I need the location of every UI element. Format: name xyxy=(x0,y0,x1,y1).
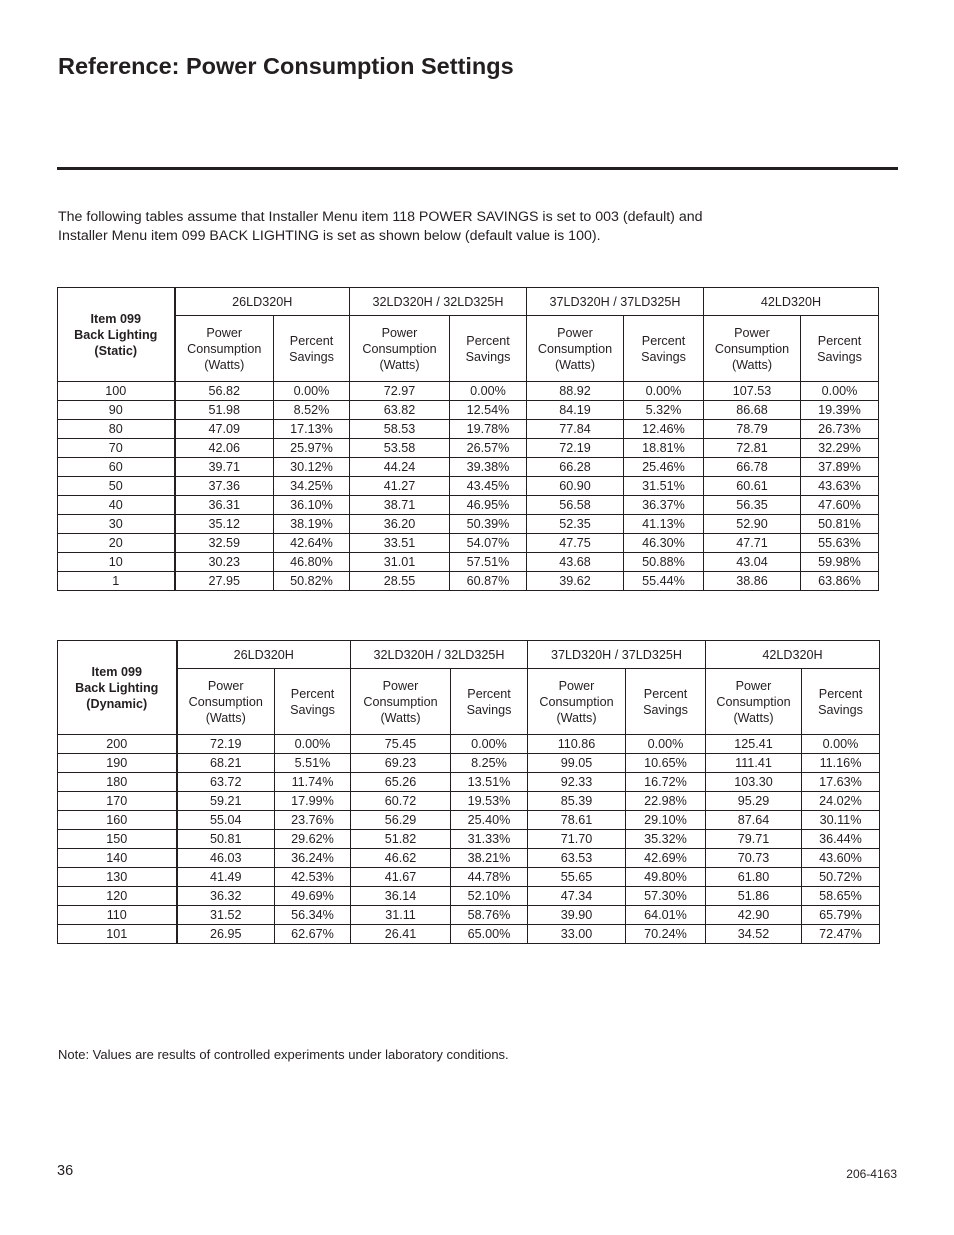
power-watts-cell: 66.78 xyxy=(704,458,801,477)
intro-paragraph xyxy=(58,208,858,246)
percent-savings-cell: 50.72% xyxy=(802,868,880,887)
power-watts-cell: 37.36 xyxy=(175,477,274,496)
power-watts-cell: 43.68 xyxy=(527,553,624,572)
power-consumption-header: Power Consumption (Watts) xyxy=(706,669,802,735)
power-watts-cell: 36.32 xyxy=(177,887,275,906)
power-watts-cell: 51.82 xyxy=(351,830,451,849)
percent-savings-cell: 56.34% xyxy=(275,906,351,925)
percent-savings-cell: 19.53% xyxy=(451,792,528,811)
power-watts-cell: 84.19 xyxy=(527,401,624,420)
power-watts-cell: 34.52 xyxy=(706,925,802,944)
page-title: Reference: Power Consumption Settings xyxy=(58,53,514,79)
percent-savings-cell: 54.07% xyxy=(450,534,527,553)
percent-savings-cell: 5.51% xyxy=(275,754,351,773)
percent-savings-cell: 22.98% xyxy=(626,792,706,811)
static-backlight-table xyxy=(57,287,879,591)
power-watts-cell: 42.06 xyxy=(175,439,274,458)
percent-savings-cell: 19.78% xyxy=(450,420,527,439)
power-watts-cell: 53.58 xyxy=(350,439,450,458)
table-row xyxy=(58,925,880,944)
table-row xyxy=(58,515,879,534)
backlight-level-cell: 101 xyxy=(58,925,177,944)
percent-savings-cell: 42.53% xyxy=(275,868,351,887)
item-header xyxy=(58,641,177,735)
percent-savings-cell: 38.19% xyxy=(274,515,350,534)
percent-savings-cell: 16.72% xyxy=(626,773,706,792)
percent-savings-cell: 43.45% xyxy=(450,477,527,496)
percent-savings-header: Percent Savings xyxy=(624,316,704,382)
table-row xyxy=(58,830,880,849)
table-row xyxy=(58,401,879,420)
percent-savings-cell: 65.79% xyxy=(802,906,880,925)
backlight-level-cell: 190 xyxy=(58,754,177,773)
percent-savings-cell: 37.89% xyxy=(801,458,879,477)
percent-savings-cell: 59.98% xyxy=(801,553,879,572)
percent-savings-cell: 31.51% xyxy=(624,477,704,496)
backlight-level-cell: 80 xyxy=(58,420,175,439)
percent-savings-cell: 8.25% xyxy=(451,754,528,773)
table-row xyxy=(58,496,879,515)
item-header xyxy=(58,288,175,382)
table-row xyxy=(58,906,880,925)
power-watts-cell: 36.14 xyxy=(351,887,451,906)
percent-savings-cell: 65.00% xyxy=(451,925,528,944)
power-watts-cell: 31.52 xyxy=(177,906,275,925)
power-watts-cell: 35.12 xyxy=(175,515,274,534)
backlight-level-cell: 200 xyxy=(58,735,177,754)
backlight-level-cell: 10 xyxy=(58,553,175,572)
power-watts-cell: 79.71 xyxy=(706,830,802,849)
power-watts-cell: 61.80 xyxy=(706,868,802,887)
power-watts-cell: 55.04 xyxy=(177,811,275,830)
percent-savings-cell: 17.63% xyxy=(802,773,880,792)
percent-savings-cell: 35.32% xyxy=(626,830,706,849)
power-watts-cell: 52.90 xyxy=(704,515,801,534)
percent-savings-header: Percent Savings xyxy=(801,316,879,382)
power-watts-cell: 47.09 xyxy=(175,420,274,439)
power-watts-cell: 52.35 xyxy=(527,515,624,534)
percent-savings-cell: 11.74% xyxy=(275,773,351,792)
item-label-line-2: Back Lighting xyxy=(75,680,159,695)
model-header: 37LD320H / 37LD325H xyxy=(527,288,704,316)
backlight-level-cell: 60 xyxy=(58,458,175,477)
percent-savings-cell: 0.00% xyxy=(624,382,704,401)
percent-savings-cell: 36.24% xyxy=(275,849,351,868)
percent-savings-cell: 0.00% xyxy=(451,735,528,754)
power-watts-cell: 88.92 xyxy=(527,382,624,401)
power-watts-cell: 56.58 xyxy=(527,496,624,515)
percent-savings-cell: 38.21% xyxy=(451,849,528,868)
power-watts-cell: 27.95 xyxy=(175,572,274,591)
percent-savings-cell: 25.97% xyxy=(274,439,350,458)
percent-savings-header: Percent Savings xyxy=(451,669,528,735)
power-watts-cell: 60.61 xyxy=(704,477,801,496)
percent-savings-cell: 50.82% xyxy=(274,572,350,591)
dynamic-table-body xyxy=(58,735,880,944)
percent-savings-header: Percent Savings xyxy=(274,316,350,382)
percent-savings-cell: 55.63% xyxy=(801,534,879,553)
power-watts-cell: 41.49 xyxy=(177,868,275,887)
power-watts-cell: 42.90 xyxy=(706,906,802,925)
power-watts-cell: 95.29 xyxy=(706,792,802,811)
power-watts-cell: 39.90 xyxy=(528,906,626,925)
percent-savings-cell: 32.29% xyxy=(801,439,879,458)
table-row xyxy=(58,477,879,496)
power-watts-cell: 72.81 xyxy=(704,439,801,458)
power-watts-cell: 60.90 xyxy=(527,477,624,496)
percent-savings-cell: 58.76% xyxy=(451,906,528,925)
power-watts-cell: 31.01 xyxy=(350,553,450,572)
backlight-level-cell: 100 xyxy=(58,382,175,401)
percent-savings-cell: 47.60% xyxy=(801,496,879,515)
power-watts-cell: 111.41 xyxy=(706,754,802,773)
power-watts-cell: 36.20 xyxy=(350,515,450,534)
model-header: 42LD320H xyxy=(704,288,879,316)
power-watts-cell: 44.24 xyxy=(350,458,450,477)
percent-savings-cell: 0.00% xyxy=(802,735,880,754)
percent-savings-header: Percent Savings xyxy=(626,669,706,735)
percent-savings-cell: 52.10% xyxy=(451,887,528,906)
percent-savings-cell: 70.24% xyxy=(626,925,706,944)
percent-savings-cell: 26.57% xyxy=(450,439,527,458)
power-watts-cell: 50.81 xyxy=(177,830,275,849)
table-row xyxy=(58,439,879,458)
power-watts-cell: 46.03 xyxy=(177,849,275,868)
backlight-level-cell: 30 xyxy=(58,515,175,534)
power-watts-cell: 39.62 xyxy=(527,572,624,591)
power-consumption-header: Power Consumption (Watts) xyxy=(528,669,626,735)
power-watts-cell: 99.05 xyxy=(528,754,626,773)
percent-savings-cell: 11.16% xyxy=(802,754,880,773)
table-row xyxy=(58,572,879,591)
power-watts-cell: 78.79 xyxy=(704,420,801,439)
power-watts-cell: 33.00 xyxy=(528,925,626,944)
percent-savings-header: Percent Savings xyxy=(275,669,351,735)
table-row xyxy=(58,458,879,477)
percent-savings-cell: 25.40% xyxy=(451,811,528,830)
backlight-level-cell: 150 xyxy=(58,830,177,849)
power-watts-cell: 47.71 xyxy=(704,534,801,553)
power-watts-cell: 32.59 xyxy=(175,534,274,553)
percent-savings-cell: 31.33% xyxy=(451,830,528,849)
percent-savings-cell: 24.02% xyxy=(802,792,880,811)
percent-savings-cell: 0.00% xyxy=(275,735,351,754)
backlight-level-cell: 90 xyxy=(58,401,175,420)
backlight-level-cell: 170 xyxy=(58,792,177,811)
power-watts-cell: 56.82 xyxy=(175,382,274,401)
table-row xyxy=(58,534,879,553)
power-watts-cell: 41.67 xyxy=(351,868,451,887)
power-watts-cell: 26.41 xyxy=(351,925,451,944)
percent-savings-cell: 63.86% xyxy=(801,572,879,591)
power-consumption-header: Power Consumption (Watts) xyxy=(350,316,450,382)
table-row xyxy=(58,754,880,773)
backlight-level-cell: 130 xyxy=(58,868,177,887)
percent-savings-cell: 55.44% xyxy=(624,572,704,591)
model-header: 42LD320H xyxy=(706,641,880,669)
power-watts-cell: 125.41 xyxy=(706,735,802,754)
percent-savings-cell: 5.32% xyxy=(624,401,704,420)
percent-savings-cell: 8.52% xyxy=(274,401,350,420)
percent-savings-cell: 25.46% xyxy=(624,458,704,477)
table-row xyxy=(58,553,879,572)
percent-savings-cell: 10.65% xyxy=(626,754,706,773)
backlight-level-cell: 40 xyxy=(58,496,175,515)
item-label-line-2: Back Lighting xyxy=(74,327,158,342)
power-watts-cell: 60.72 xyxy=(351,792,451,811)
power-watts-cell: 63.72 xyxy=(177,773,275,792)
power-watts-cell: 86.68 xyxy=(704,401,801,420)
percent-savings-cell: 29.10% xyxy=(626,811,706,830)
power-watts-cell: 72.19 xyxy=(527,439,624,458)
power-watts-cell: 71.70 xyxy=(528,830,626,849)
percent-savings-cell: 58.65% xyxy=(802,887,880,906)
power-watts-cell: 51.86 xyxy=(706,887,802,906)
power-watts-cell: 70.73 xyxy=(706,849,802,868)
percent-savings-cell: 17.99% xyxy=(275,792,351,811)
backlight-level-cell: 180 xyxy=(58,773,177,792)
percent-savings-cell: 46.80% xyxy=(274,553,350,572)
percent-savings-cell: 36.10% xyxy=(274,496,350,515)
power-watts-cell: 110.86 xyxy=(528,735,626,754)
title-divider xyxy=(57,167,898,170)
static-table-body xyxy=(58,382,879,591)
table-row xyxy=(58,773,880,792)
percent-savings-cell: 36.37% xyxy=(624,496,704,515)
percent-savings-cell: 23.76% xyxy=(275,811,351,830)
percent-savings-cell: 0.00% xyxy=(274,382,350,401)
item-label-line-1: Item 099 xyxy=(90,311,141,326)
percent-savings-cell: 17.13% xyxy=(274,420,350,439)
percent-savings-cell: 0.00% xyxy=(450,382,527,401)
percent-savings-cell: 49.69% xyxy=(275,887,351,906)
power-watts-cell: 68.21 xyxy=(177,754,275,773)
power-watts-cell: 56.35 xyxy=(704,496,801,515)
percent-savings-cell: 29.62% xyxy=(275,830,351,849)
power-watts-cell: 41.27 xyxy=(350,477,450,496)
power-consumption-header: Power Consumption (Watts) xyxy=(704,316,801,382)
percent-savings-cell: 46.95% xyxy=(450,496,527,515)
power-watts-cell: 47.75 xyxy=(527,534,624,553)
percent-savings-cell: 43.60% xyxy=(802,849,880,868)
dynamic-backlight-table xyxy=(57,640,880,944)
power-watts-cell: 103.30 xyxy=(706,773,802,792)
percent-savings-cell: 34.25% xyxy=(274,477,350,496)
percent-savings-cell: 19.39% xyxy=(801,401,879,420)
percent-savings-cell: 30.12% xyxy=(274,458,350,477)
power-watts-cell: 65.26 xyxy=(351,773,451,792)
percent-savings-header: Percent Savings xyxy=(450,316,527,382)
percent-savings-cell: 64.01% xyxy=(626,906,706,925)
table-row xyxy=(58,735,880,754)
percent-savings-cell: 62.67% xyxy=(275,925,351,944)
power-consumption-header: Power Consumption (Watts) xyxy=(177,669,275,735)
percent-savings-cell: 36.44% xyxy=(802,830,880,849)
document-number: 206-4163 xyxy=(846,1167,897,1181)
percent-savings-cell: 12.54% xyxy=(450,401,527,420)
footnote: Note: Values are results of controlled experiments under laboratory conditions. xyxy=(58,1047,509,1062)
percent-savings-cell: 18.81% xyxy=(624,439,704,458)
backlight-level-cell: 1 xyxy=(58,572,175,591)
model-header: 37LD320H / 37LD325H xyxy=(528,641,706,669)
power-watts-cell: 46.62 xyxy=(351,849,451,868)
power-watts-cell: 56.29 xyxy=(351,811,451,830)
table-row xyxy=(58,382,879,401)
intro-line-2: Installer Menu item 099 BACK LIGHTING is set as shown below (default value is 100). xyxy=(58,228,601,244)
power-watts-cell: 72.19 xyxy=(177,735,275,754)
power-watts-cell: 55.65 xyxy=(528,868,626,887)
power-watts-cell: 36.31 xyxy=(175,496,274,515)
percent-savings-cell: 57.51% xyxy=(450,553,527,572)
power-watts-cell: 66.28 xyxy=(527,458,624,477)
backlight-level-cell: 20 xyxy=(58,534,175,553)
percent-savings-cell: 50.39% xyxy=(450,515,527,534)
model-header: 26LD320H xyxy=(175,288,350,316)
power-watts-cell: 38.86 xyxy=(704,572,801,591)
power-watts-cell: 63.53 xyxy=(528,849,626,868)
table-row xyxy=(58,849,880,868)
percent-savings-cell: 0.00% xyxy=(801,382,879,401)
power-watts-cell: 107.53 xyxy=(704,382,801,401)
power-watts-cell: 92.33 xyxy=(528,773,626,792)
power-watts-cell: 31.11 xyxy=(351,906,451,925)
backlight-level-cell: 70 xyxy=(58,439,175,458)
percent-savings-cell: 42.69% xyxy=(626,849,706,868)
table-row xyxy=(58,420,879,439)
item-label-line-3: (Dynamic) xyxy=(86,696,148,711)
power-watts-cell: 39.71 xyxy=(175,458,274,477)
item-label-line-3: (Static) xyxy=(94,343,138,358)
power-watts-cell: 59.21 xyxy=(177,792,275,811)
backlight-level-cell: 50 xyxy=(58,477,175,496)
power-consumption-header: Power Consumption (Watts) xyxy=(175,316,274,382)
percent-savings-cell: 50.88% xyxy=(624,553,704,572)
percent-savings-cell: 49.80% xyxy=(626,868,706,887)
percent-savings-cell: 30.11% xyxy=(802,811,880,830)
percent-savings-cell: 72.47% xyxy=(802,925,880,944)
percent-savings-cell: 50.81% xyxy=(801,515,879,534)
percent-savings-cell: 26.73% xyxy=(801,420,879,439)
intro-line-1: The following tables assume that Installer Menu item 118 POWER SAVINGS is set to 003 (default) and xyxy=(58,209,703,225)
power-watts-cell: 33.51 xyxy=(350,534,450,553)
power-watts-cell: 87.64 xyxy=(706,811,802,830)
power-watts-cell: 43.04 xyxy=(704,553,801,572)
model-header: 32LD320H / 32LD325H xyxy=(351,641,528,669)
backlight-level-cell: 110 xyxy=(58,906,177,925)
power-watts-cell: 38.71 xyxy=(350,496,450,515)
power-watts-cell: 58.53 xyxy=(350,420,450,439)
percent-savings-cell: 60.87% xyxy=(450,572,527,591)
table-row xyxy=(58,792,880,811)
power-watts-cell: 78.61 xyxy=(528,811,626,830)
percent-savings-header: Percent Savings xyxy=(802,669,880,735)
model-header: 32LD320H / 32LD325H xyxy=(350,288,527,316)
power-watts-cell: 47.34 xyxy=(528,887,626,906)
power-watts-cell: 30.23 xyxy=(175,553,274,572)
percent-savings-cell: 0.00% xyxy=(626,735,706,754)
percent-savings-cell: 39.38% xyxy=(450,458,527,477)
power-watts-cell: 72.97 xyxy=(350,382,450,401)
power-consumption-header: Power Consumption (Watts) xyxy=(527,316,624,382)
power-watts-cell: 51.98 xyxy=(175,401,274,420)
power-watts-cell: 26.95 xyxy=(177,925,275,944)
power-consumption-header: Power Consumption (Watts) xyxy=(351,669,451,735)
percent-savings-cell: 41.13% xyxy=(624,515,704,534)
percent-savings-cell: 57.30% xyxy=(626,887,706,906)
power-watts-cell: 28.55 xyxy=(350,572,450,591)
power-watts-cell: 69.23 xyxy=(351,754,451,773)
backlight-level-cell: 120 xyxy=(58,887,177,906)
item-label-line-1: Item 099 xyxy=(91,664,142,679)
power-watts-cell: 77.84 xyxy=(527,420,624,439)
percent-savings-cell: 42.64% xyxy=(274,534,350,553)
model-header: 26LD320H xyxy=(177,641,351,669)
table-row xyxy=(58,868,880,887)
backlight-level-cell: 140 xyxy=(58,849,177,868)
percent-savings-cell: 44.78% xyxy=(451,868,528,887)
percent-savings-cell: 13.51% xyxy=(451,773,528,792)
power-watts-cell: 85.39 xyxy=(528,792,626,811)
percent-savings-cell: 46.30% xyxy=(624,534,704,553)
power-watts-cell: 63.82 xyxy=(350,401,450,420)
page-number: 36 xyxy=(57,1163,74,1179)
power-watts-cell: 75.45 xyxy=(351,735,451,754)
table-row xyxy=(58,887,880,906)
percent-savings-cell: 12.46% xyxy=(624,420,704,439)
percent-savings-cell: 43.63% xyxy=(801,477,879,496)
backlight-level-cell: 160 xyxy=(58,811,177,830)
table-row xyxy=(58,811,880,830)
